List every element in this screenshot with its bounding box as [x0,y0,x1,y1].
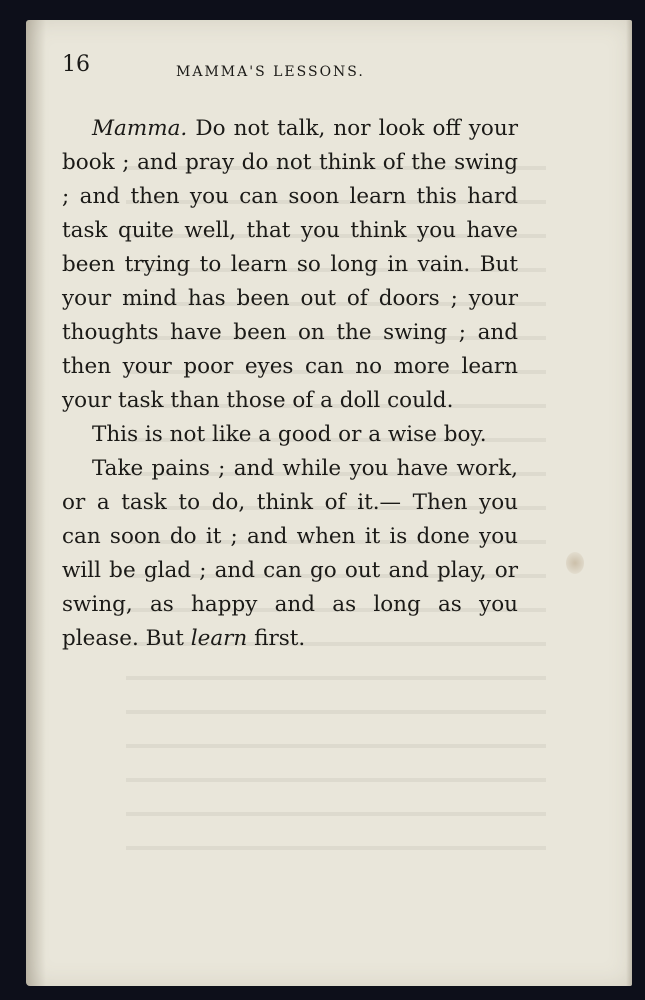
paper-stain [566,552,584,574]
paragraph-3-text-after: first. [247,626,306,651]
paragraph-2-text: This is not like a good or a wise boy. [92,422,487,447]
paragraph-2 [62,418,518,452]
emphasized-word: learn [190,626,248,651]
page-body [62,112,518,656]
page-number: 16 [62,52,90,77]
page-header [26,20,632,120]
paragraph-3-text-before: Take pains ; and while you have work, or a task to do, think of it.— Then you can soon do it ; and when it is done you will be glad ; and can go out and play, or swing, as happy and as long as you please. But [62,456,518,651]
paragraph-3 [62,452,518,656]
book-page [26,20,632,986]
page-edge-shadow [626,20,632,986]
page-gutter-shadow [26,20,46,986]
running-title: MAMMA'S LESSONS. [176,64,365,80]
speaker-name: Mamma. [92,116,188,141]
paragraph-1 [62,112,518,418]
paragraph-1-text: Do not talk, nor look off your book ; and pray do not think of the swing ; and then you can soon learn this hard task quite well, that you think you have been trying to learn so long in vain. But your mind has been out of doors ; your thoughts have been on the swing ; and then your poor eyes can no more learn your task than those of a doll could. [62,116,518,413]
